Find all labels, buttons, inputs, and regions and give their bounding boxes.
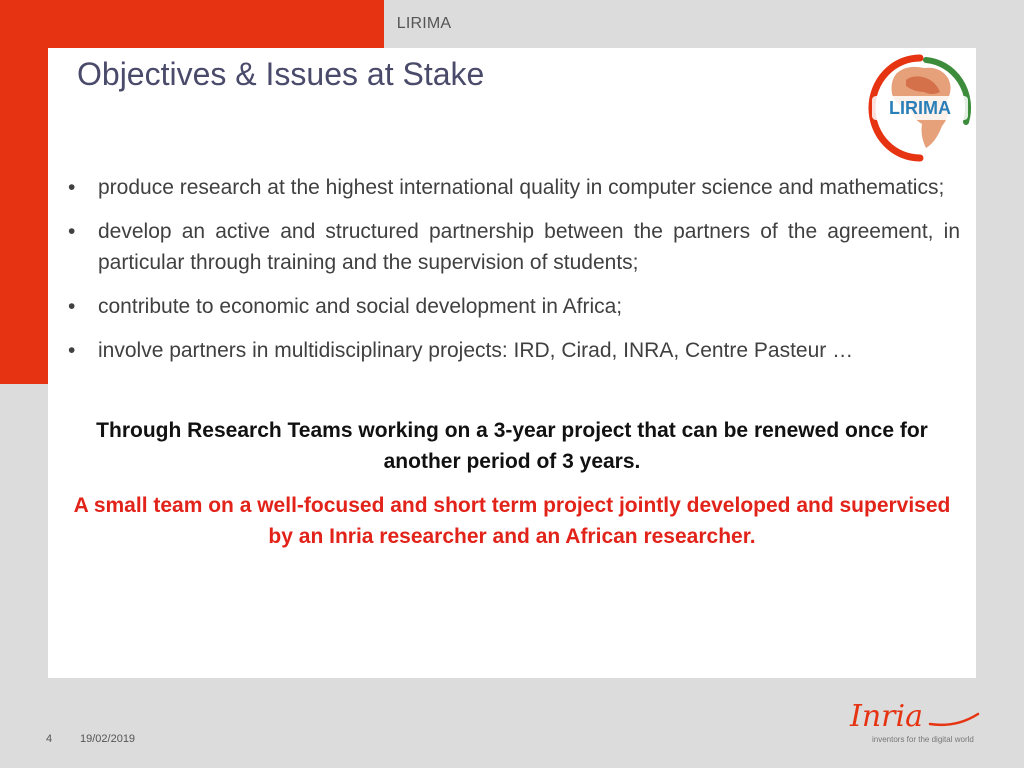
objectives-list bbox=[64, 172, 960, 379]
research-teams-statement: Through Research Teams working on a 3-year project that can be renewed once for another period of 3 years. bbox=[96, 419, 928, 473]
page-number: 4 bbox=[46, 733, 53, 745]
small-team-highlight: A small team on a well-focused and short term project jointly developed and supervised by an Inria researcher and an African researcher. bbox=[73, 494, 951, 548]
header-label: LIRIMA bbox=[396, 15, 452, 32]
bullet-item bbox=[64, 172, 960, 203]
bullet-dot: • bbox=[68, 339, 76, 362]
lirima-logo bbox=[866, 52, 974, 164]
slide-content bbox=[48, 48, 976, 678]
slide-title: Objectives & Issues at Stake bbox=[77, 56, 485, 92]
bullet-item bbox=[64, 216, 960, 278]
footer-date: 19/02/2019 bbox=[80, 733, 136, 745]
inria-logo bbox=[846, 694, 982, 748]
bullet-text: develop an active and structured partnership between the partners of the agreement, in particular through training and the supervision of students; bbox=[98, 220, 960, 274]
bullet-text: produce research at the highest international quality in computer science and mathematics; bbox=[98, 176, 945, 199]
bullet-item bbox=[64, 335, 960, 366]
svg-text:LIRIMA: LIRIMA bbox=[889, 98, 951, 118]
bullet-item bbox=[64, 291, 960, 322]
bullet-text: contribute to economic and social development in Africa; bbox=[98, 295, 623, 318]
bullet-dot: • bbox=[68, 176, 76, 199]
svg-text:Inria: Inria bbox=[850, 699, 923, 734]
bullet-dot: • bbox=[68, 220, 76, 243]
bullet-dot: • bbox=[68, 295, 76, 318]
svg-text:inventors for the digital worl: inventors for the digital world bbox=[872, 735, 974, 744]
bullet-text: involve partners in multidisciplinary projects: IRD, Cirad, INRA, Centre Pasteur … bbox=[98, 339, 854, 362]
